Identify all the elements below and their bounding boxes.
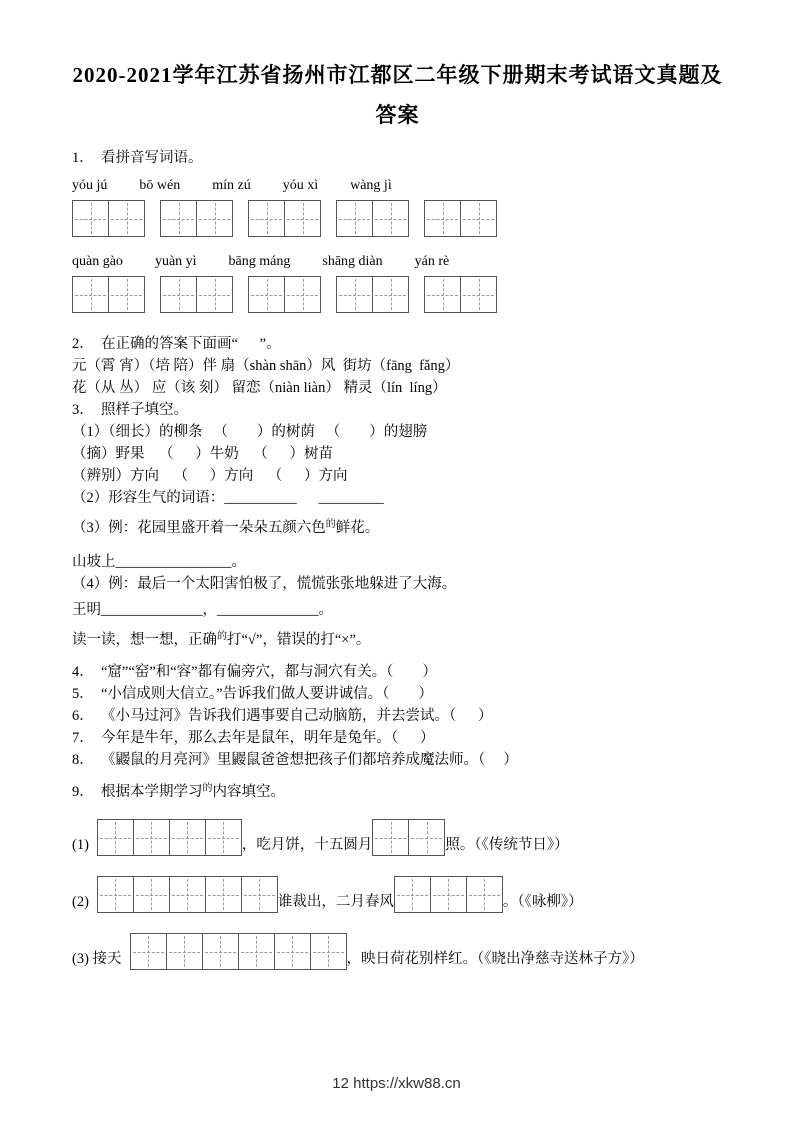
writing-grid-cell bbox=[133, 819, 170, 856]
footer-page-number-and-url[interactable]: 12 https://xkw88.cn bbox=[332, 1075, 461, 1092]
q9-item-2-grid-1 bbox=[97, 876, 278, 913]
q9-item-2 bbox=[72, 876, 723, 913]
q3-item-1-line-1: （1）（细长）的柳条 （ ）的树荫 （ ）的翅膀 bbox=[72, 424, 428, 440]
page-title bbox=[72, 55, 723, 135]
pinyin-word: wàng jì bbox=[350, 178, 392, 193]
writing-grid-cell bbox=[241, 876, 278, 913]
writing-grid-cell bbox=[466, 876, 503, 913]
q2-options-line-1: 元（霄 宵）（培 陪）伴 扇（shàn shān）风 街坊（fāng fǎng） bbox=[72, 358, 460, 374]
q9-item-1-suffix: 照。（《传统节日》） bbox=[445, 837, 569, 853]
writing-grid-group bbox=[72, 200, 145, 237]
writing-grid-cell bbox=[160, 200, 197, 237]
q1-pinyin-row-1 bbox=[72, 177, 723, 195]
pinyin-word: bō wén bbox=[139, 178, 181, 193]
question-2-label: 2． 在正确的答案下面画“ ”。 bbox=[72, 336, 281, 352]
writing-grid-group bbox=[72, 276, 145, 313]
pinyin-word: yán rè bbox=[414, 254, 450, 269]
writing-grid-cell bbox=[108, 200, 145, 237]
writing-grid-cell bbox=[372, 819, 409, 856]
writing-grid-group bbox=[372, 819, 445, 856]
question-1-label: 1． 看拼音写词语。 bbox=[72, 150, 203, 166]
question-9-label bbox=[72, 781, 723, 805]
pinyin-word: bāng máng bbox=[228, 254, 291, 269]
writing-grid-cell bbox=[284, 200, 321, 237]
pinyin-word: quàn gào bbox=[72, 254, 123, 269]
q1-writing-grid-row-2 bbox=[72, 276, 723, 313]
judge-item: 7． 今年是牛年，那么去年是鼠年，明年是兔年。（ ） bbox=[72, 730, 435, 746]
pinyin-word: mín zú bbox=[212, 178, 251, 193]
writing-grid-group bbox=[97, 819, 242, 856]
writing-grid-cell bbox=[284, 276, 321, 313]
q9-item-1 bbox=[72, 819, 723, 856]
writing-grid-cell bbox=[166, 933, 203, 970]
q9-item-3-mid: ，映日荷花别样红。（《晓出净慈寺送林子方》） bbox=[346, 951, 644, 967]
q3-item-3-answer-blank: 山坡上________________。 bbox=[72, 554, 246, 570]
writing-grid-group bbox=[248, 200, 321, 237]
pinyin-word: yóu jú bbox=[72, 178, 108, 193]
q3-item-3-superscript: 的 bbox=[325, 519, 336, 530]
question-3-label: 3． 照样子填空。 bbox=[72, 402, 188, 418]
writing-grid-group bbox=[424, 200, 497, 237]
judge-intro-superscript: 的 bbox=[217, 631, 227, 642]
judge-items bbox=[72, 661, 723, 771]
q9-item-1-mid: ，吃月饼，十五圆月 bbox=[241, 837, 373, 853]
q9-item-3-grid-1 bbox=[130, 933, 347, 970]
writing-grid-cell bbox=[205, 876, 242, 913]
writing-grid-cell bbox=[238, 933, 275, 970]
writing-grid-cell bbox=[372, 276, 409, 313]
writing-grid-cell bbox=[169, 819, 206, 856]
writing-grid-group bbox=[130, 933, 347, 970]
writing-grid-cell bbox=[108, 276, 145, 313]
writing-grid-cell bbox=[310, 933, 347, 970]
writing-grid-group bbox=[248, 276, 321, 313]
q9-label-pre: 9． 根据本学期学习 bbox=[72, 784, 203, 800]
writing-grid-cell bbox=[430, 876, 467, 913]
q9-item-2-mid: 谁裁出，二月春风 bbox=[277, 894, 394, 910]
q9-item-3 bbox=[72, 933, 723, 970]
writing-grid-cell bbox=[205, 819, 242, 856]
pinyin-word: yóu xì bbox=[282, 178, 319, 193]
pinyin-word: shāng diàn bbox=[322, 254, 383, 269]
writing-grid-cell bbox=[394, 876, 431, 913]
writing-grid-cell bbox=[274, 933, 311, 970]
q9-item-1-prefix: (1) bbox=[72, 837, 89, 853]
writing-grid-cell bbox=[248, 276, 285, 313]
writing-grid-cell bbox=[460, 200, 497, 237]
q9-item-2-suffix: 。（《咏柳》） bbox=[502, 894, 583, 910]
writing-grid-group bbox=[336, 276, 409, 313]
page-footer bbox=[0, 1075, 793, 1092]
q3-item-1-line-3: （辨别）方向 （ ）方向 （ ）方向 bbox=[72, 468, 348, 484]
writing-grid-cell bbox=[133, 876, 170, 913]
writing-grid-cell bbox=[424, 200, 461, 237]
q9-item-1-grid-2 bbox=[372, 819, 445, 856]
writing-grid-cell bbox=[336, 276, 373, 313]
judge-intro-post: 打“√”，错误的打“×”。 bbox=[227, 632, 371, 648]
q3-item-3-post: 鲜花。 bbox=[335, 520, 380, 536]
judge-item: 8． 《鼹鼠的月亮河》里鼹鼠爸爸想把孩子们都培养成魔法师。（ ） bbox=[72, 752, 518, 768]
q3-item-4-example: （4）例：最后一个太阳害怕极了，慌慌张张地躲进了大海。 bbox=[72, 576, 457, 592]
q3-item-2-blanks: （2）形容生气的词语：__________ _________ bbox=[72, 490, 384, 506]
writing-grid-cell bbox=[202, 933, 239, 970]
judge-item: 5． “小信成则大信立。”告诉我们做人要讲诚信。（ ） bbox=[72, 686, 433, 702]
q9-item-2-prefix: (2) bbox=[72, 894, 89, 910]
writing-grid-cell bbox=[72, 276, 109, 313]
writing-grid-cell bbox=[97, 819, 134, 856]
writing-grid-cell bbox=[372, 200, 409, 237]
q1-pinyin-row-2 bbox=[72, 253, 723, 271]
judge-item: 6． 《小马过河》告诉我们遇事要自己动脑筋，并去尝试。（ ） bbox=[72, 708, 493, 724]
writing-grid-group bbox=[160, 200, 233, 237]
writing-grid-group bbox=[394, 876, 503, 913]
writing-grid-cell bbox=[248, 200, 285, 237]
writing-grid-cell bbox=[424, 276, 461, 313]
q9-label-post: 内容填空。 bbox=[212, 784, 285, 800]
writing-grid-group bbox=[160, 276, 233, 313]
writing-grid-cell bbox=[169, 876, 206, 913]
writing-grid-cell bbox=[196, 200, 233, 237]
writing-grid-cell bbox=[97, 876, 134, 913]
q9-item-3-prefix: (3) 接天 bbox=[72, 951, 122, 967]
pinyin-word: yuàn yì bbox=[154, 254, 197, 269]
writing-grid-cell bbox=[460, 276, 497, 313]
q9-item-2-grid-2 bbox=[394, 876, 503, 913]
judge-intro bbox=[72, 629, 723, 653]
writing-grid-group bbox=[336, 200, 409, 237]
writing-grid-cell bbox=[72, 200, 109, 237]
writing-grid-group bbox=[97, 876, 278, 913]
judge-intro-pre: 读一读，想一想，正确 bbox=[72, 632, 217, 648]
writing-grid-cell bbox=[408, 819, 445, 856]
writing-grid-group bbox=[424, 276, 497, 313]
writing-grid-cell bbox=[130, 933, 167, 970]
writing-grid-cell bbox=[196, 276, 233, 313]
q2-options-line-2: 花（从 丛） 应（该 刻） 留恋（niàn liàn） 精灵（lín líng） bbox=[72, 380, 447, 396]
q3-item-1-line-2: （摘）野果 （ ）牛奶 （ ）树苗 bbox=[72, 446, 333, 462]
q9-item-1-grid-1 bbox=[97, 819, 242, 856]
title-line-2: 答案 bbox=[375, 103, 420, 127]
writing-grid-cell bbox=[336, 200, 373, 237]
writing-grid-cell bbox=[160, 276, 197, 313]
q3-item-3-example bbox=[72, 517, 723, 541]
q9-label-superscript: 的 bbox=[202, 783, 213, 794]
judge-item: 4． “窟”“窑”和“容”都有偏旁穴，都与洞穴有关。（ ） bbox=[72, 664, 437, 680]
q1-writing-grid-row-1 bbox=[72, 200, 723, 237]
title-line-1: 2020-2021学年江苏省扬州市江都区二年级下册期末考试语文真题及 bbox=[72, 63, 723, 87]
q3-item-4-answer-blank: 王明______________，______________。 bbox=[72, 602, 333, 618]
q3-item-3-pre: （3）例：花园里盛开着一朵朵五颜六色 bbox=[72, 520, 326, 536]
